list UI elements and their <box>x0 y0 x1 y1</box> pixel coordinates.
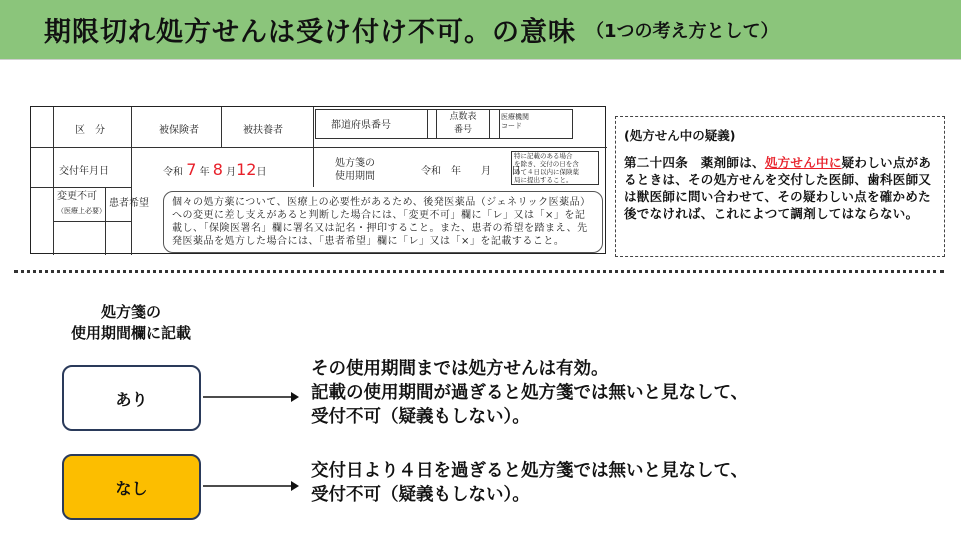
option-ari-description <box>311 357 748 429</box>
issue-day: 12 <box>236 160 257 179</box>
facility-code-label: 医療機関 コード <box>501 113 529 130</box>
arrow-right-icon <box>203 391 299 403</box>
section-divider <box>14 270 944 273</box>
patient-request-label: 患者希望 <box>109 198 149 209</box>
law-prefix: 第二十四条 薬剤師は、 <box>624 155 765 170</box>
option-nashi-description <box>311 459 748 507</box>
validity-date-units: 年 月 日 <box>451 166 521 177</box>
title-bar <box>0 0 961 60</box>
law-article-box <box>615 116 945 257</box>
prefecture-number-label: 都道府県番号 <box>331 120 391 131</box>
generic-drug-notice: 個々の処方薬について、医療上の必要性があるため、後発医薬品（ジェネリック医薬品）への変更に差し支えがあると判断した場合には、「変更不可」欄に「レ」又は「×」を記載し、「保険医署名」欄に署名又は記名・押印すること。また、患者の希望を踏まえ、先発医薬品を処方した場合には、「患者希望」欄に「レ」又は「×」を記載すること。 <box>163 191 603 253</box>
prescription-form-excerpt <box>30 106 606 254</box>
option-nashi-label: なし <box>115 478 148 498</box>
description-line: 受付不可（疑義もしない）。 <box>311 485 530 505</box>
description-line: 交付日より４日を過ぎると処方箋では無いと見なして、 <box>311 461 749 481</box>
issue-year: 7 <box>186 160 197 179</box>
dependent-label: 被扶養者 <box>243 125 283 136</box>
law-rest: 疑わしい点があるときは、その処方せんを交付した医師、歯科医師又は獣医師に問い合わせて、その疑わしい点を確かめた後でなければ、これによつて調剤してはならない。 <box>624 155 932 221</box>
issue-date-label: 交付年月日 <box>59 166 109 177</box>
issue-month: 8 <box>212 160 223 179</box>
description-line: その使用期間までは処方せんは有効。 <box>311 359 609 379</box>
change-note: （医療上必要） <box>57 207 106 215</box>
day-unit: 日 <box>256 167 267 178</box>
page-subtitle: （1つの考え方として） <box>586 20 779 42</box>
option-ari-label: あり <box>115 389 148 409</box>
law-text <box>624 154 936 222</box>
option-nashi-box <box>62 454 201 520</box>
month-unit: 月 <box>226 167 237 178</box>
law-heading: (処方せん中の疑義) <box>624 128 736 143</box>
validity-column-heading: 処方箋の 使用期間欄に記載 <box>70 303 191 342</box>
description-line: 受付不可（疑義もしない）。 <box>311 407 530 427</box>
year-unit: 年 <box>199 167 210 178</box>
option-ari-box <box>62 365 201 431</box>
issue-date <box>163 160 267 179</box>
issue-era: 令和 <box>163 167 183 178</box>
validity-note: 特に記載のある場合 を除き、交付の日を含 めて４日以内に保険薬 局に提出すること。 <box>514 152 579 184</box>
validity-period-label: 処方箋の 使用期間 <box>335 158 375 182</box>
insured-label: 被保険者 <box>159 125 199 136</box>
kubun-label: 区 分 <box>75 125 105 136</box>
change-not-allowed-label: 変更不可 <box>57 191 97 202</box>
page-title: 期限切れ処方せんは受け付け不可。の意味 <box>44 17 576 48</box>
validity-era: 令和 <box>421 166 441 177</box>
arrow-right-icon <box>203 480 299 492</box>
point-table-label: 点数表 番号 <box>449 112 477 135</box>
description-line: 記載の使用期間が過ぎると処方箋では無いと見なして、 <box>311 383 749 403</box>
law-highlight: 処方せん中に <box>764 155 842 170</box>
